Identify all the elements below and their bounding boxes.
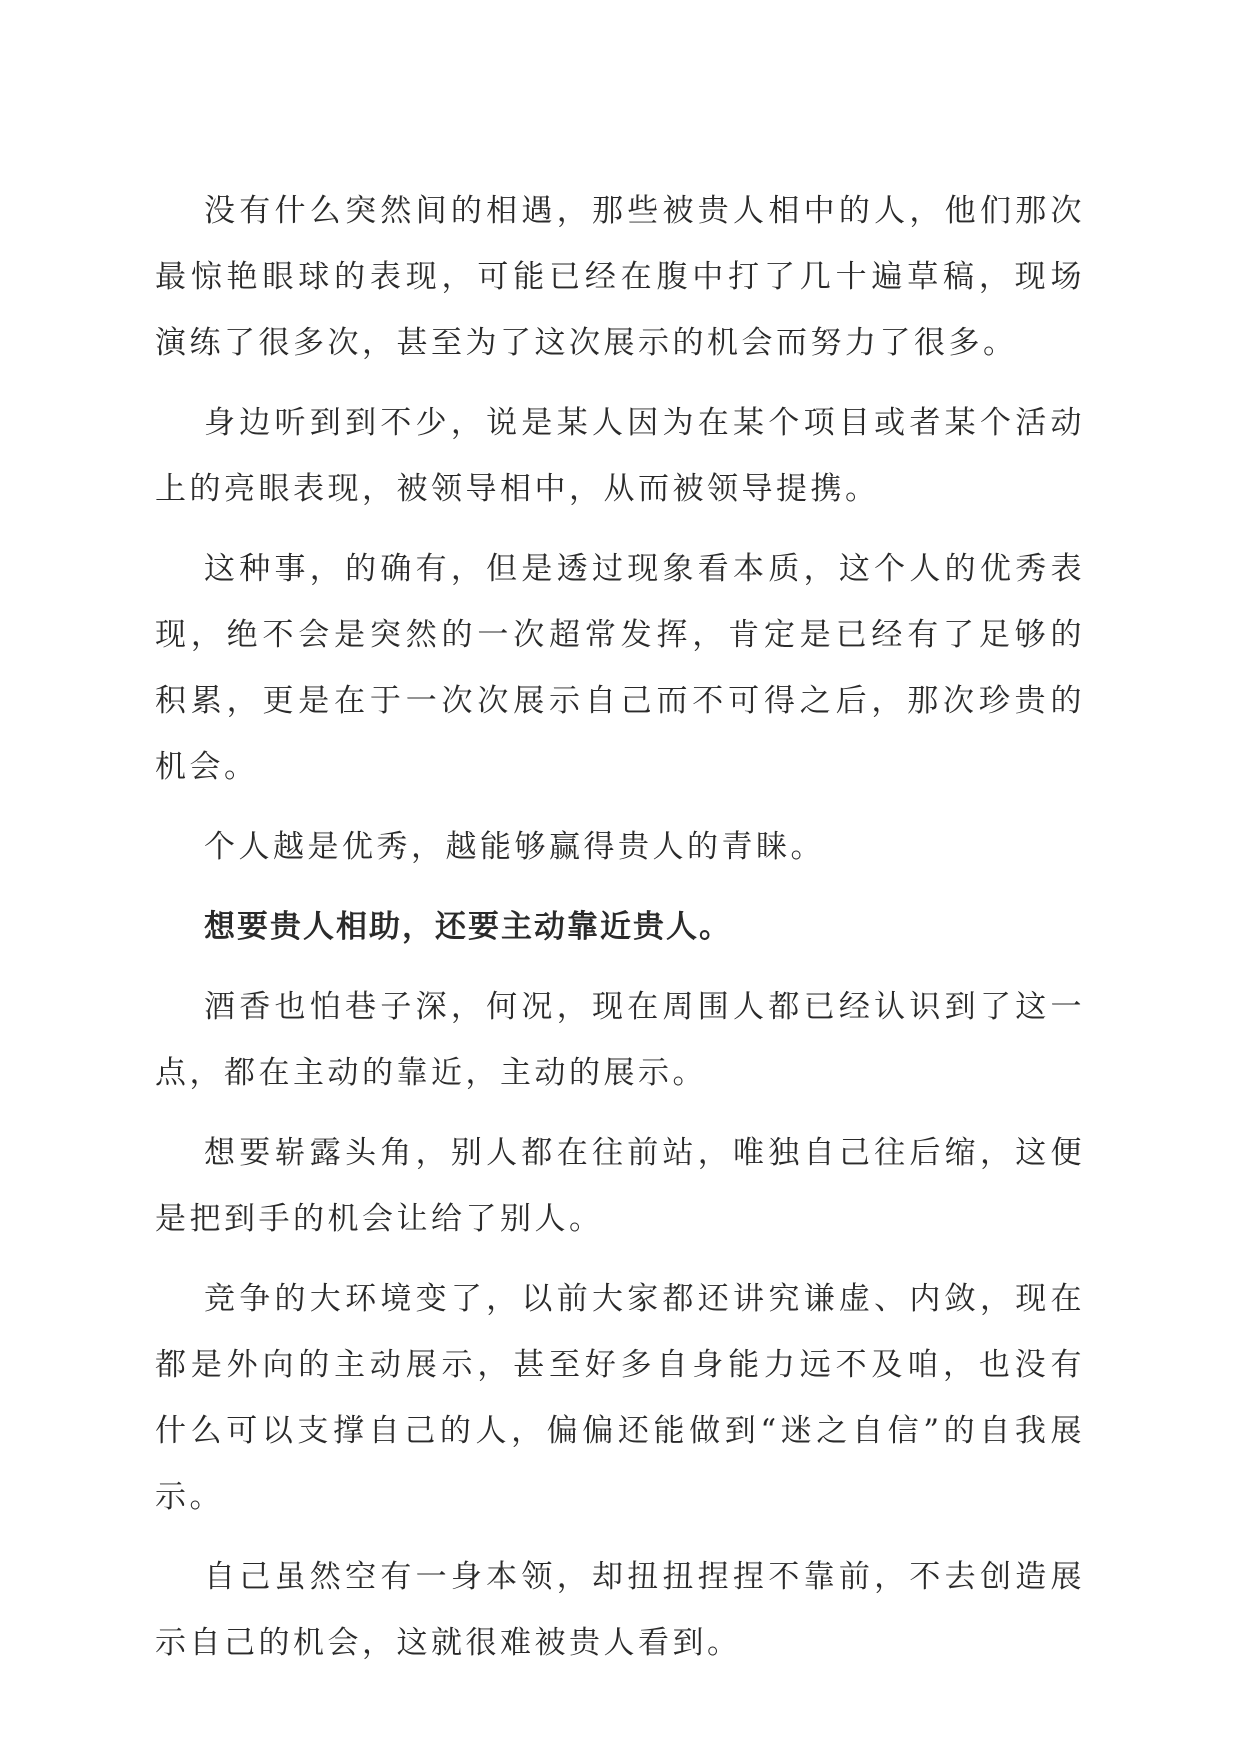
paragraph: 想要崭露头角，别人都在往前站，唯独自己往后缩，这便是把到手的机会让给了别人。	[155, 1135, 1085, 1237]
paragraph: 竞争的大环境变了，以前大家都还讲究谦虚、内敛，现在都是外向的主动展示，甚至好多自身能力远不及咱，也没有什么可以支撑自己的人，偏偏还能做到“迷之自信”的自我展示。	[155, 1281, 1085, 1515]
section-heading: 想要贵人相助，还要主动靠近贵人。	[204, 909, 732, 945]
paragraph: 个人越是优秀，越能够赢得贵人的青睐。	[204, 829, 825, 865]
paragraph: 酒香也怕巷子深，何况，现在周围人都已经认识到了这一点，都在主动的靠近，主动的展示。	[155, 989, 1085, 1091]
paragraph: 没有什么突然间的相遇，那些被贵人相中的人，他们那次最惊艳眼球的表现，可能已经在腹中打了几十遍草稿，现场演练了很多次，甚至为了这次展示的机会而努力了很多。	[155, 193, 1085, 361]
paragraph: 这种事，的确有，但是透过现象看本质，这个人的优秀表现，绝不会是突然的一次超常发挥，肯定是已经有了足够的积累，更是在于一次次展示自己而不可得之后，那次珍贵的机会。	[155, 551, 1085, 785]
document-body	[155, 178, 1085, 1690]
paragraph: 身边听到到不少，说是某人因为在某个项目或者某个活动上的亮眼表现，被领导相中，从而被领导提携。	[155, 405, 1085, 507]
paragraph: 自己虽然空有一身本领，却扭扭捏捏不靠前，不去创造展示自己的机会，这就很难被贵人看到。	[155, 1559, 1085, 1661]
